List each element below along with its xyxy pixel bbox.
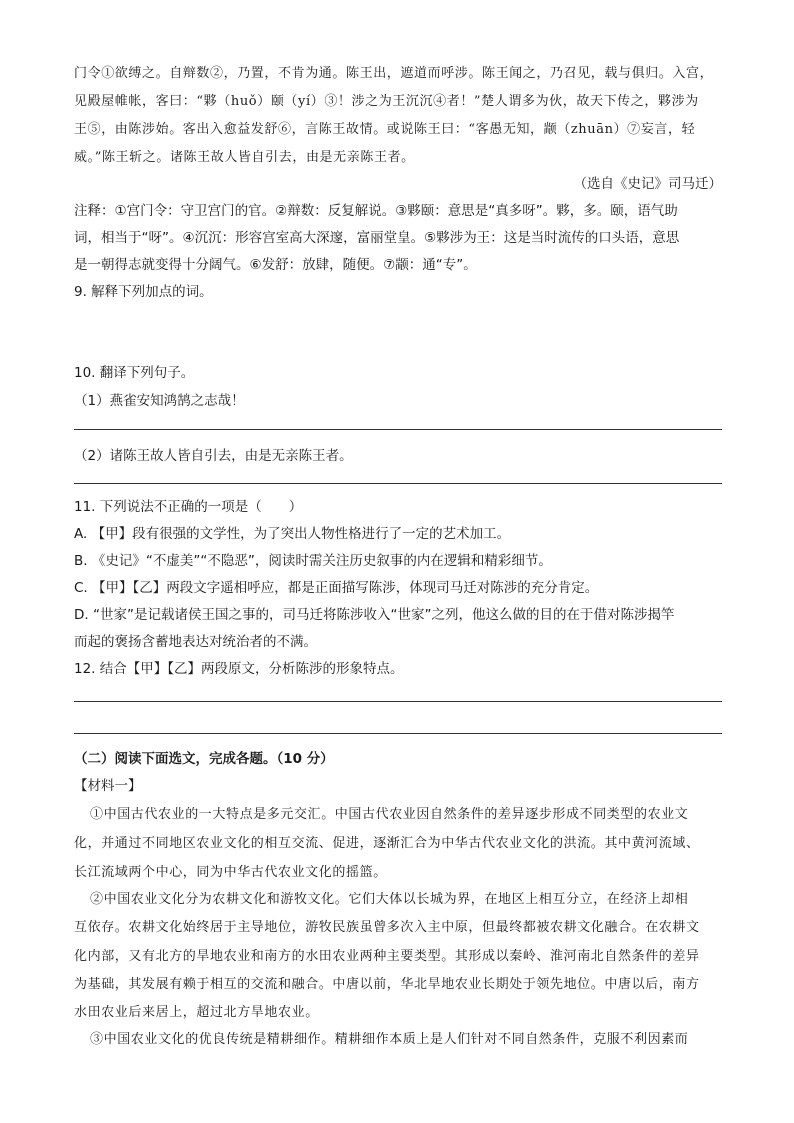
material-line: 化，并通过不同地区农业文化的相互交流、促进，逐渐汇合为中华古代农业文化的洪流。其中黄河流域、 bbox=[74, 836, 700, 851]
material-line: 水田农业后来居上，超过北方旱地农业。 bbox=[74, 1005, 319, 1020]
passage-line: 门令①欲缚之。自辩数②，乃置，不肯为通。陈王出，遮道而呼涉。陈王闻之，乃召见，载与俱归。入宫， bbox=[74, 66, 714, 81]
notes-line: 是一朝得志就变得十分阔气。⑥发舒：放肆，随便。⑦颛：通“专”。 bbox=[74, 257, 477, 273]
question-10-item: （1）燕雀安知鸿鹄之志哉！ bbox=[74, 393, 245, 409]
option-d-continued: 而起的褒扬含蓄地表达对统治者的不满。 bbox=[74, 634, 317, 650]
material-1-label: 【材料一】 bbox=[74, 778, 142, 794]
passage-line: 见殿屋帷帐，客曰：“夥（huǒ）颐（yí）③！涉之为王沉沉④者！”楚人谓多为伙，故天下传之，夥涉为 bbox=[74, 94, 699, 109]
material-line: ③中国农业文化的优良传统是精耕细作。精耕细作本质上是人们针对不同自然条件，克服不利因素而 bbox=[90, 1032, 689, 1047]
question-10-title: 10. 翻译下列句子。 bbox=[74, 365, 195, 381]
option-a[interactable]: A. 【甲】段有很强的文学性，为了突出人物性格进行了一定的艺术加工。 bbox=[74, 526, 511, 542]
material-line: ②中国农业文化分为农耕文化和游牧文化。它们大体以长城为界，在地区上相互分立，在经济上却相 bbox=[90, 892, 689, 907]
material-line: 化内部，又有北方的旱地农业和南方的水田农业两种主要类型。其形成以秦岭、淮河南北自然条件的差异 bbox=[74, 949, 700, 964]
option-b[interactable]: B. 《史记》“不虚美”“不隐恶”，阅读时需关注历史叙事的内在逻辑和精彩细节。 bbox=[74, 553, 552, 569]
answer-line[interactable] bbox=[74, 701, 722, 702]
passage-line: 威。”陈王斩之。诸陈王故人皆自引去，由是无亲陈王者。 bbox=[74, 150, 415, 165]
passage-line: 王⑤，由陈涉始。客出入愈益发舒⑥，言陈王故情。或说陈王曰：“客愚无知，颛（zhuān）⑦妄言，轻 bbox=[74, 122, 696, 137]
notes-line: 词，相当于“呀”。④沉沉：形容宫室高大深邃，富丽堂皇。⑤夥涉为王：这是当时流传的口头语，意思 bbox=[74, 230, 680, 246]
question-11-title: 11. 下列说法不正确的一项是（ ） bbox=[74, 499, 303, 515]
option-c[interactable]: C. 【甲】【乙】两段文字遥相呼应，都是正面描写陈涉，体现司马迁对陈涉的充分肯定。 bbox=[74, 580, 599, 596]
answer-line[interactable] bbox=[74, 483, 722, 484]
passage-source: （选自《史记》司马迁） bbox=[573, 176, 722, 192]
material-line: 长江流域两个中心，同为中华古代农业文化的摇篮。 bbox=[74, 865, 387, 880]
question-12-title: 12. 结合【甲】【乙】两段原文，分析陈涉的形象特点。 bbox=[74, 661, 404, 677]
material-line: 互依存。农耕文化始终居于主导地位，游牧民族虽曾多次入主中原，但最终都被农耕文化融合。在农耕文 bbox=[74, 920, 700, 935]
section-2-title: （二）阅读下面选文，完成各题。（10 分） bbox=[74, 751, 334, 767]
question-10-item: （2）诸陈王故人皆自引去，由是无亲陈王者。 bbox=[74, 448, 353, 464]
question-9-title: 9. 解释下列加点的词。 bbox=[74, 284, 213, 300]
option-d[interactable]: D. “世家”是记载诸侯王国之事的，司马迁将陈涉收入“世家”之列，他这么做的目的在于借对陈涉揭竿 bbox=[74, 607, 675, 623]
material-line: 为基础，其发展有赖于相互的交流和融合。中唐以前，华北旱地农业长期处于领先地位。中唐以后，南方 bbox=[74, 977, 700, 992]
answer-line[interactable] bbox=[74, 429, 722, 430]
notes-line: 注释：①宫门令：守卫宫门的官。②辩数：反复解说。③夥颐：意思是“真多呀”。夥，多。颐，语气助 bbox=[74, 203, 678, 219]
material-line: ①中国古代农业的一大特点是多元交汇。中国古代农业因自然条件的差异逐步形成不同类型的农业文 bbox=[90, 807, 689, 822]
answer-line[interactable] bbox=[74, 733, 722, 734]
